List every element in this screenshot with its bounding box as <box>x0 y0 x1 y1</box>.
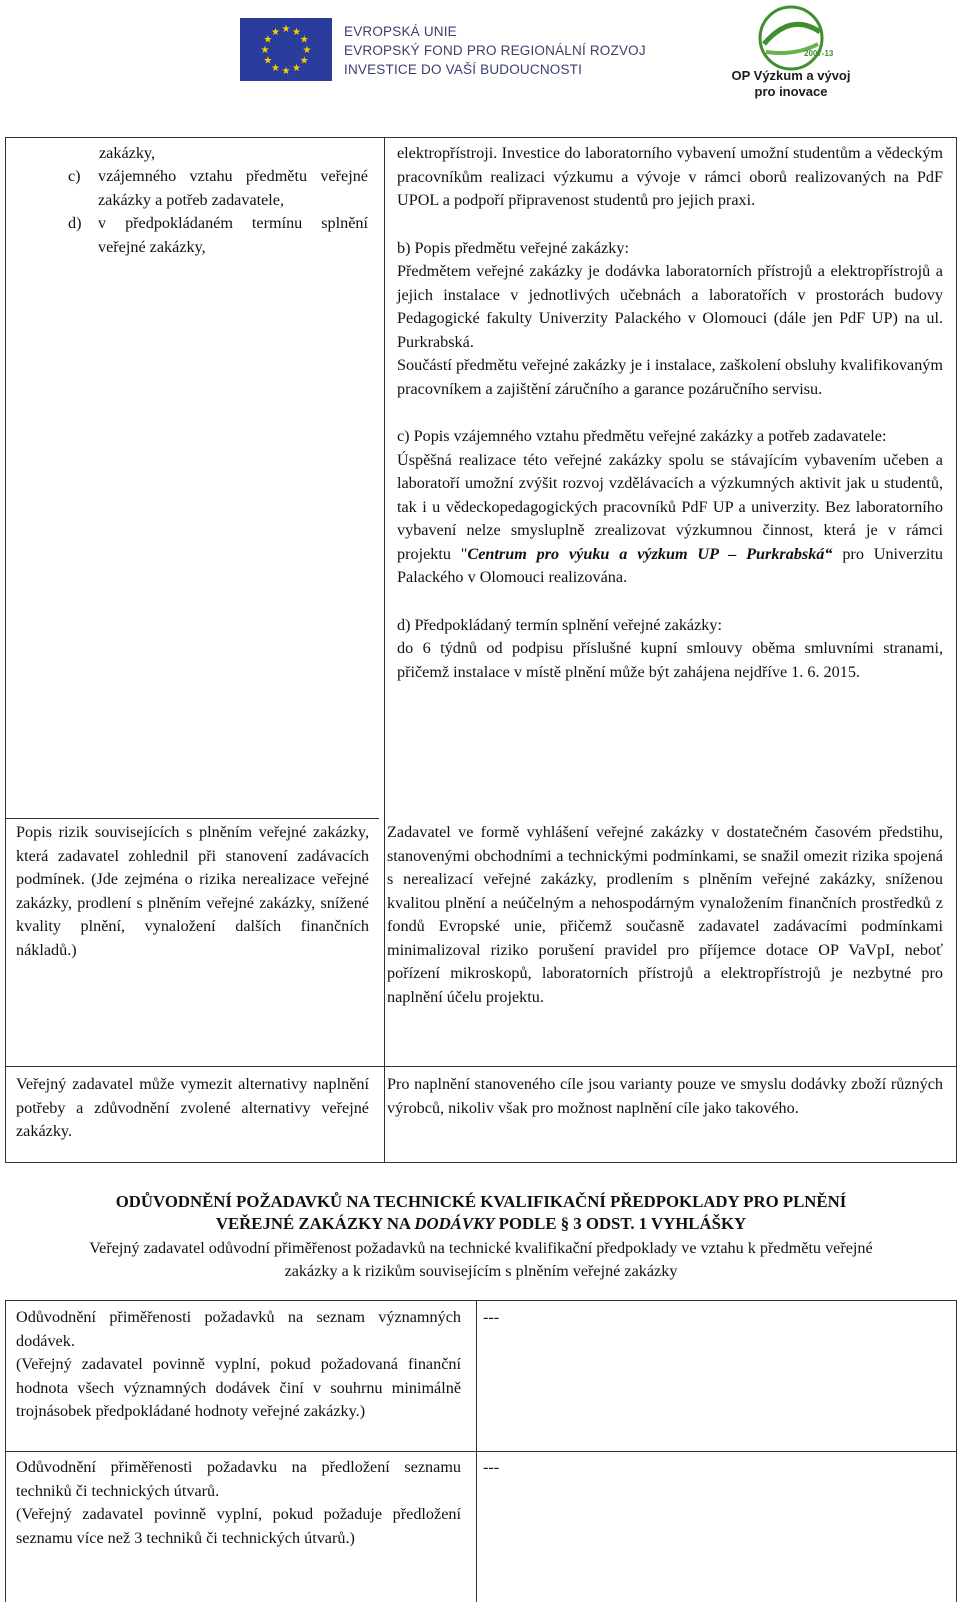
title-emphasis: DODÁVKY <box>414 1214 495 1233</box>
section-c-text-b: pro Univerzitu Palackého v Olomouci realizována. <box>397 544 943 586</box>
section-d-text: do 6 týdnů od podpisu příslušné kupní smlouvy oběma smluvními stranami, přičemž instalace v místě plnění může být zahájena nejdříve 1. 6. 2015. <box>397 639 943 681</box>
eu-flag-icon <box>240 18 332 81</box>
deliveries-value: --- <box>483 1308 500 1326</box>
row-divider <box>6 1451 956 1452</box>
eu-star-icon: ★ <box>299 55 309 67</box>
eu-line: EVROPSKÝ FOND PRO REGIONÁLNÍ ROZVOJ <box>344 43 646 58</box>
technicians-label <box>16 1456 461 1550</box>
deliveries-label-text: Odůvodnění přiměřenosti požadavků na seznam významných dodávek. <box>16 1308 461 1350</box>
list-item <box>68 165 368 212</box>
technicians-note: (Veřejný zadavatel povinně vyplní, pokud požaduje předložení seznamu více než 3 techniků či technických útvarů.) <box>16 1505 461 1547</box>
eu-star-icon: ★ <box>271 63 280 75</box>
section-b-heading: b) Popis předmětu veřejné zakázky: <box>397 238 629 257</box>
section-title-line-1: ODŮVODNĚNÍ POŽADAVKŮ NA TECHNICKÉ KVALIFIKAČNÍ PŘEDPOKLADY PRO PLNĚNÍ <box>115 1192 847 1211</box>
eu-star-icon: ★ <box>281 66 291 77</box>
eu-line: INVESTICE DO VAŠÍ BUDOUCNOSTI <box>344 62 583 77</box>
list-marker: d) <box>68 214 82 232</box>
section-c-text <box>397 449 943 590</box>
justification-table <box>5 137 957 1163</box>
eu-star-icon: ★ <box>281 24 291 35</box>
section-d-heading: d) Předpokládaný termín splnění veřejné zakázky: <box>397 615 722 634</box>
op-logo-text <box>716 68 866 100</box>
op-year-label: 2007-13 <box>804 49 834 58</box>
eu-star-icon: ★ <box>302 45 312 56</box>
list-item-text: vzájemného vztahu předmětu veřejné zakázky a potřeb zadavatele, <box>98 167 368 209</box>
row-divider <box>6 1066 956 1067</box>
eu-star-icon: ★ <box>260 45 270 56</box>
eu-star-icon: ★ <box>292 26 301 38</box>
section-title-line-2 <box>5 1213 957 1235</box>
eu-logo-text <box>344 22 646 79</box>
eu-star-icon: ★ <box>263 34 273 46</box>
op-line-1: OP Výzkum a vývoj <box>731 68 851 83</box>
technicians-label-text: Odůvodnění přiměřenosti požadavku na předložení seznamu techniků či technických útvarů. <box>16 1458 461 1500</box>
section-c-heading: c) Popis vzájemného vztahu předmětu veřejné zakázky a potřeb zadavatele: <box>397 427 887 445</box>
list-item-text: v předpokládaném termínu splnění veřejné zakázky, <box>98 214 368 256</box>
risk-text: Zadavatel ve formě vyhlášení veřejné zakázky v dostatečném časovém předstihu, stanovenými obchodními a technickými podmínkami, se snažil omezit rizika spojená s nerealizací veřejné zakázky, prodlením s plněním veřejné zakázky, sníženou kvalitou plnění a neúčelným a nehospodárným vynaložením finančních prostředků z fondů Evropské unie, přičemž současně zadavatel zadávacími podmínkami minimalizoval riziko porušení pravidel pro příjemce dotace OP VaVpI, neboť pořízení mikroskopů, laboratorních přístrojů a elektropřístrojů je nezbytné pro naplnění účelu projektu. <box>387 823 943 1006</box>
list-marker: c) <box>68 167 81 185</box>
eu-star-icon: ★ <box>292 63 301 75</box>
eu-star-icon: ★ <box>263 55 273 67</box>
intro-paragraph: elektropřístroji. Investice do laboratorního vybavení umožní studentům a vědeckým pracovníkům realizaci výzkumu a vývoje v rámci oborů realizovaných na PdF UPOL a podpoří připravenost studentů pro jejich praxi. <box>397 144 943 209</box>
criteria-list <box>68 165 368 259</box>
section-b-text-2: Součástí předmětu veřejné zakázky je i instalace, zaškolení obsluhy kvalifikovaným pracovníkem a zajištění záručního a garance pozáručního servisu. <box>397 356 943 398</box>
risk-label: Popis rizik souvisejících s plněním veřejné zakázky, která zadavatel zohlednil při stanovení zadávacích podmínek. (Jde zejména o rizika nerealizace veřejné zakázky, prodlení s plněním veřejné zakázky, snížené kvality plnění, vynaložení dalších finančních nákladů.) <box>16 823 369 959</box>
left-intro: zakázky, <box>99 144 156 162</box>
row-divider <box>6 818 379 819</box>
column-divider <box>384 138 385 1162</box>
title-part: PODLE § 3 ODST. 1 VYHLÁŠKY <box>494 1214 747 1233</box>
qualification-table <box>5 1300 957 1602</box>
project-name: Centrum pro výuku a výzkum UP – Purkrabská“ <box>467 544 833 563</box>
alternatives-label: Veřejný zadavatel může vymezit alternativy naplnění potřeby a zdůvodnění zvolené alternativy veřejné zakázky. <box>16 1075 369 1140</box>
section-c-text-a: Úspěšná realizace této veřejné zakázky spolu se stávajícím vybavením učeben a laboratoří umožní zvýšit rozvoj vzdělávacích a výzkumných aktivit jak u studentů, tak i u vědeckopedagogických pracovníků PdF UP a univerzity. Bez laboratorního vybavení nelze smysluplně zrealizovat výzkumnou činnost, která je v rámci projektu " <box>397 450 943 563</box>
eu-line: EVROPSKÁ UNIE <box>344 24 457 39</box>
alternatives-text: Pro naplnění stanoveného cíle jsou varianty pouze ve smyslu dodávky zboží různých výrobců, nikoliv však pro možnost naplnění cíle jako takového. <box>387 1075 943 1117</box>
section-subtitle: Veřejný zadavatel odůvodní přiměřenost požadavků na technické kvalifikační předpoklady ve vztahu k předmětu veřejné zakázky a k rizikům souvisejícím s plněním veřejné zakázky <box>89 1239 873 1280</box>
title-part: VEŘEJNÉ ZAKÁZKY NA <box>215 1214 415 1233</box>
deliveries-label <box>16 1306 461 1424</box>
technicians-value: --- <box>483 1458 500 1476</box>
qualification-section-header <box>5 1191 957 1283</box>
list-item <box>68 212 368 259</box>
op-line-2: pro inovace <box>754 84 828 99</box>
description-cell <box>397 142 943 684</box>
section-b-text: Předmětem veřejné zakázky je dodávka laboratorních přístrojů a elektropřístrojů a jejich instalace v jednotlivých učebnách a laboratořích v prostorách budovy Pedagogické fakulty Univerzity Palackého v Olomouci (dále jen PdF UP) na ul. Purkrabská. <box>397 262 943 351</box>
eu-star-icon: ★ <box>271 26 280 38</box>
deliveries-note: (Veřejný zadavatel povinně vyplní, pokud požadovaná finanční hodnota všech významných dodávek činí v souhrnu minimálně trojnásobek předpokládané hodnoty veřejné zakázky.) <box>16 1355 461 1420</box>
eu-star-icon: ★ <box>299 34 309 46</box>
